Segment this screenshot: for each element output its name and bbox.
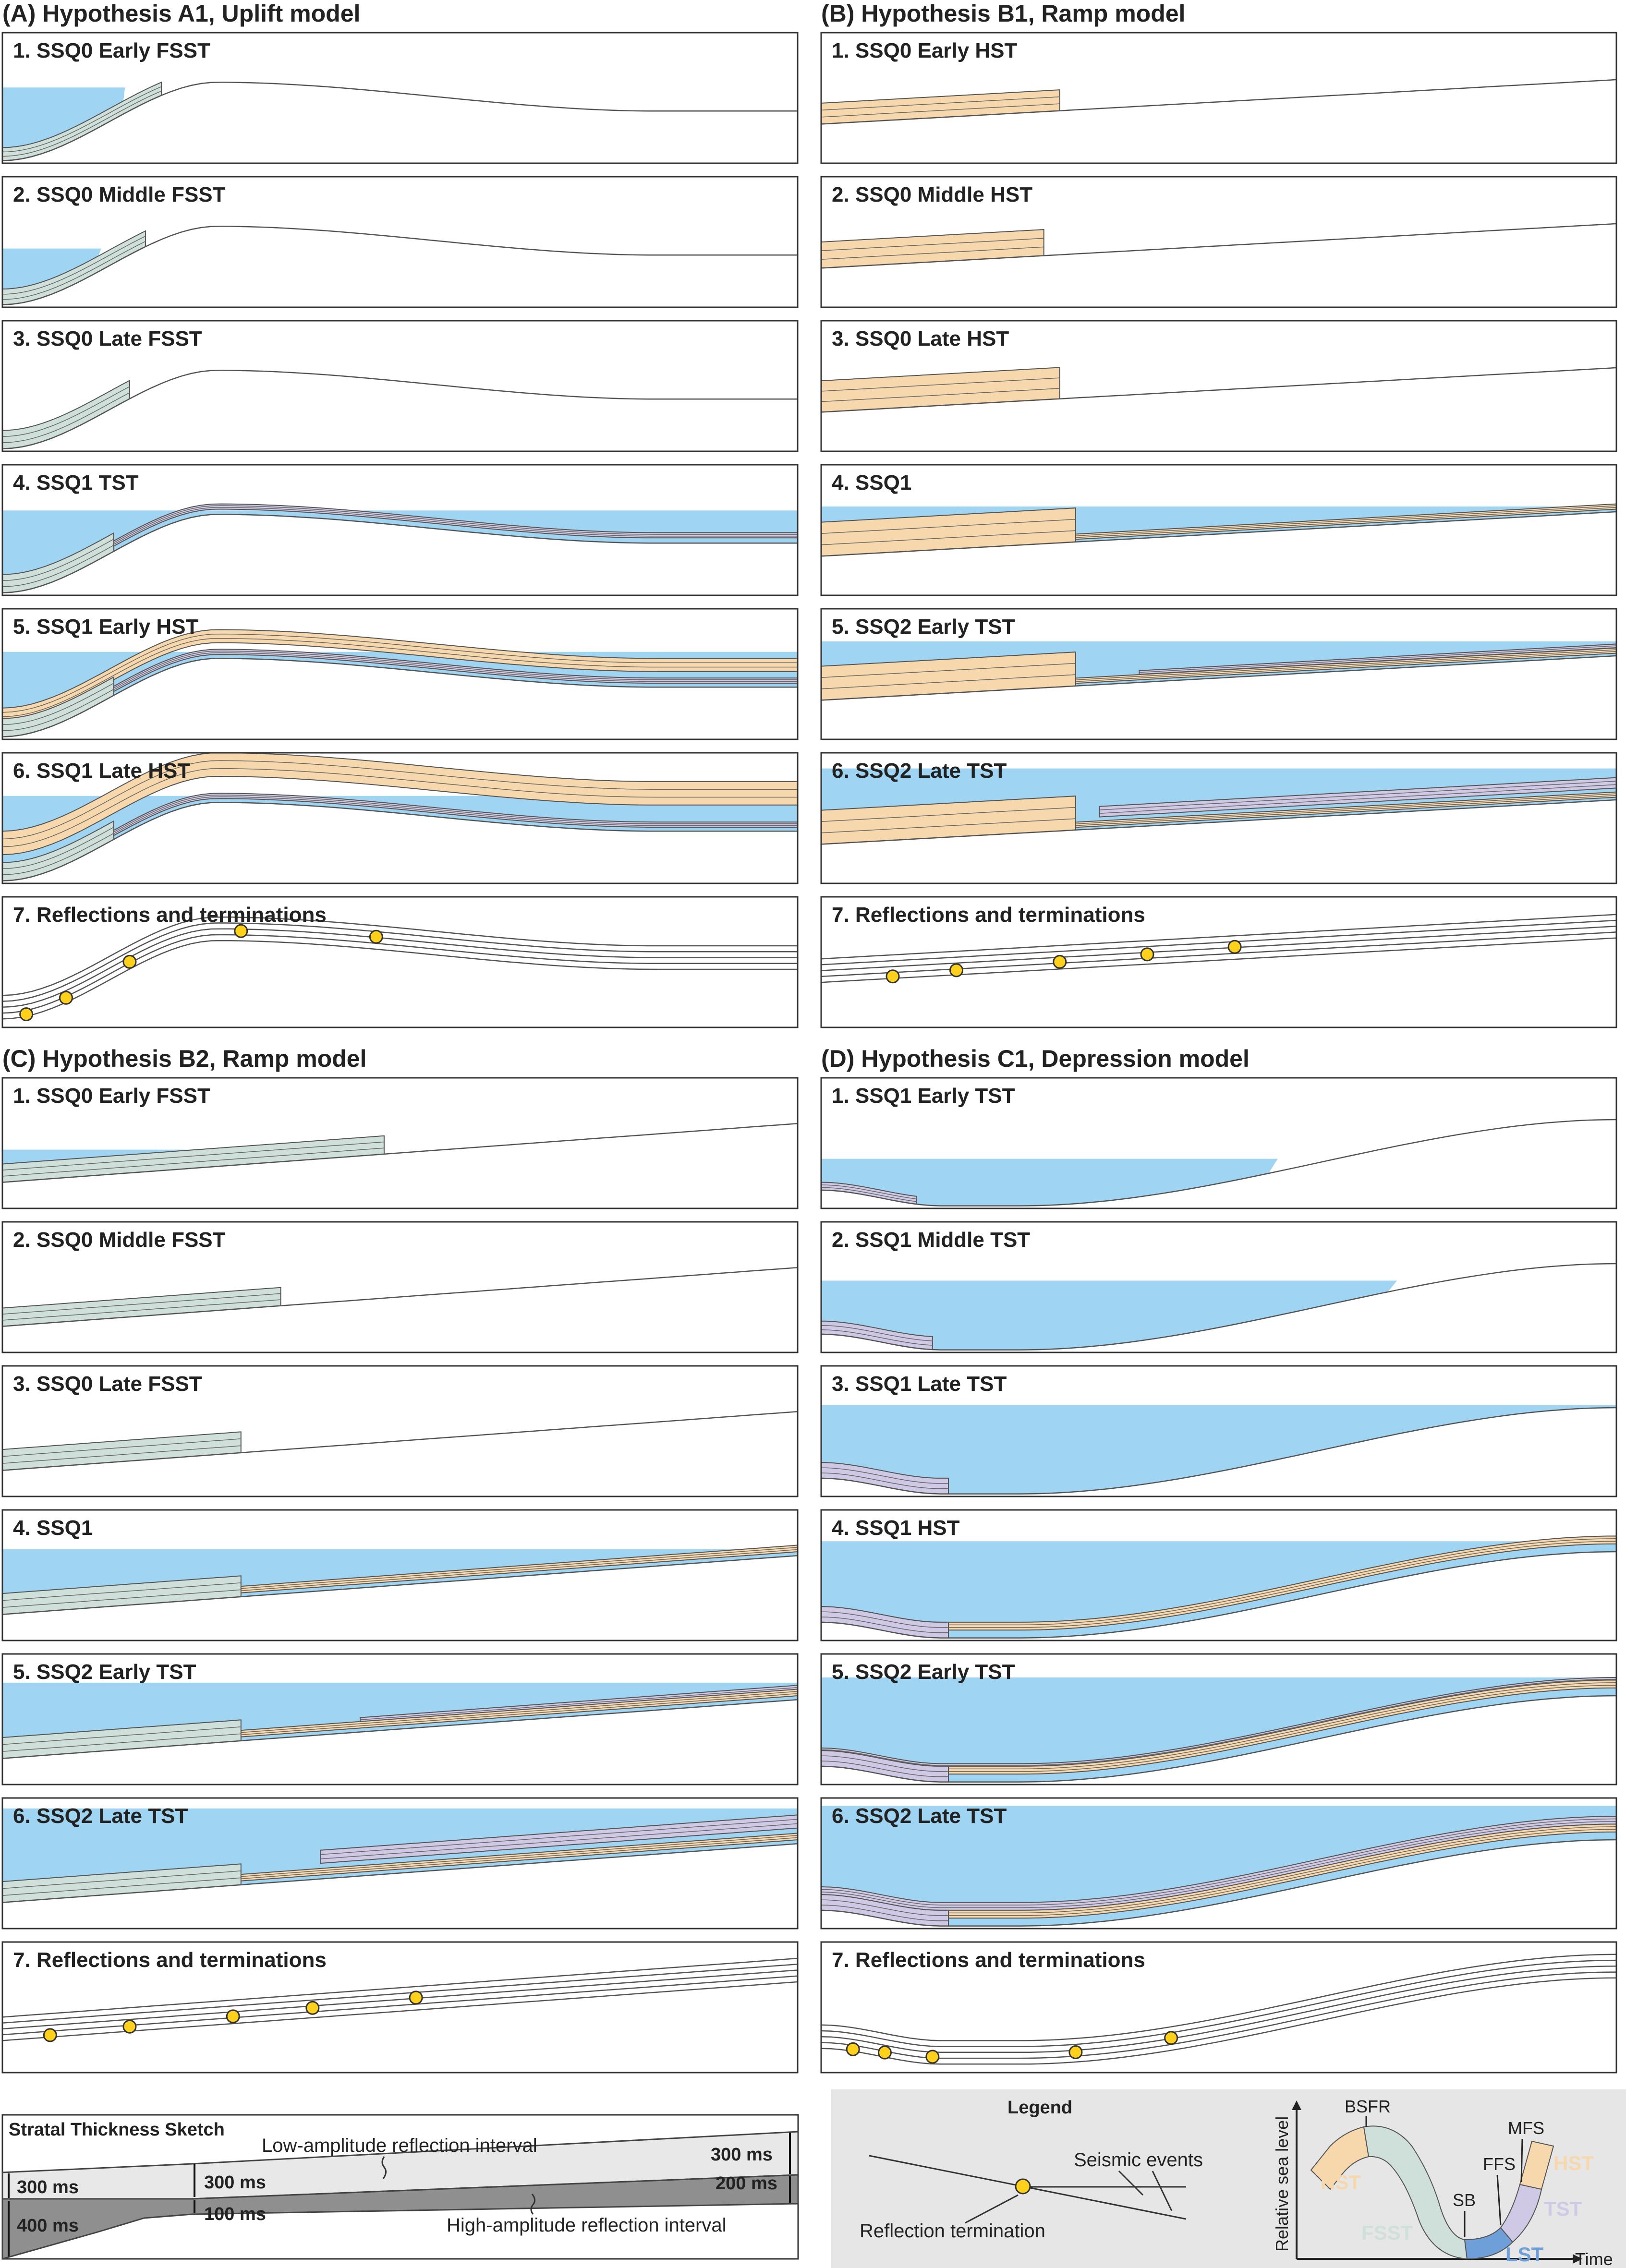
seismic-reflection — [821, 1978, 1616, 2064]
left-top-value: 300 ms — [17, 2177, 79, 2197]
panel-content — [2, 630, 798, 737]
panel-label: 1. SSQ0 Early FSST — [13, 39, 210, 62]
panel-label: 1. SSQ0 Early FSST — [13, 1084, 210, 1108]
legend-title: Legend — [1007, 2098, 1073, 2118]
reflection-termination-point — [926, 2051, 939, 2063]
stage-panel — [821, 1942, 1616, 2073]
stage-panel — [821, 897, 1616, 1027]
panel-label: 2. SSQ0 Middle FSST — [13, 183, 226, 206]
right-top-value: 300 ms — [711, 2145, 773, 2165]
reflection-termination-point — [227, 2010, 239, 2023]
hypothesis-section-4 — [821, 1045, 1616, 2073]
panel-label: 5. SSQ2 Early TST — [832, 1660, 1015, 1684]
reflection-termination-point — [306, 2002, 319, 2014]
hypothesis-sections — [2, 0, 1616, 2073]
ground-surface — [2, 226, 798, 304]
panel-label: 7. Reflections and terminations — [832, 1948, 1145, 1972]
stage-panel — [2, 1942, 798, 2073]
panel-content — [821, 367, 1616, 412]
panel-content — [2, 226, 798, 304]
hypothesis-section-3 — [2, 1045, 798, 2073]
sketch-title: Stratal Thickness Sketch — [9, 2120, 225, 2140]
panel-label: 4. SSQ1 — [832, 471, 912, 495]
panel-label: 3. SSQ0 Late FSST — [13, 327, 202, 350]
reflection-termination-point — [847, 2043, 859, 2055]
section-title: (A) Hypothesis A1, Uplift model — [2, 0, 361, 27]
reflection-termination-point — [370, 930, 382, 943]
panel-label: 3. SSQ0 Late FSST — [13, 1372, 202, 1396]
seismic-reflection — [2, 1964, 798, 2023]
panel-label: 6. SSQ2 Late TST — [832, 759, 1007, 783]
seismic-reflection — [821, 938, 1616, 983]
hypothesis-section-2 — [821, 0, 1616, 1027]
strata-layer — [821, 90, 1060, 124]
panel-label: 2. SSQ0 Middle HST — [832, 183, 1033, 206]
seismic-reflection — [2, 1982, 798, 2040]
stage-panel — [821, 1366, 1616, 1496]
reflection-termination-point — [1228, 941, 1241, 953]
seismic-reflection — [2, 1976, 798, 2035]
stage-panel — [2, 1078, 798, 1208]
seismic-reflection — [821, 1966, 1616, 2052]
reflection-termination-point — [44, 2029, 56, 2041]
curve-label-fsst: FSST — [1361, 2221, 1413, 2244]
panel-content — [2, 1267, 798, 1326]
mid-bottom-value: 100 ms — [204, 2204, 266, 2224]
panel-label: 1. SSQ1 Early TST — [832, 1084, 1015, 1108]
panel-content — [2, 1411, 798, 1470]
panel-content — [821, 641, 1616, 700]
mfs-label: MFS — [1508, 2118, 1544, 2138]
panel-content — [2, 370, 798, 448]
panel-content — [2, 82, 798, 160]
panel-label: 3. SSQ0 Late HST — [832, 327, 1009, 350]
mfs-pointer — [1521, 2139, 1522, 2182]
x-axis-label: Time — [1575, 2249, 1613, 2268]
strata-layer — [2, 1432, 241, 1470]
panel-label: 4. SSQ1 HST — [832, 1516, 960, 1540]
legend — [831, 2089, 1626, 2268]
stage-panel — [2, 465, 798, 595]
ground-surface — [2, 1267, 798, 1326]
reflection-termination-point — [1054, 955, 1066, 968]
panel-label: 4. SSQ1 — [13, 1516, 93, 1540]
panel-content — [2, 1683, 798, 1759]
panel-label: 2. SSQ0 Middle FSST — [13, 1228, 226, 1252]
reflection-termination-point — [123, 2020, 136, 2033]
high-amplitude-label: High-amplitude reflection interval — [447, 2215, 727, 2236]
mid-top-value: 300 ms — [204, 2172, 266, 2193]
stage-panel — [2, 177, 798, 307]
seismic-reflection — [821, 1972, 1616, 2059]
section-title: (B) Hypothesis B1, Ramp model — [821, 0, 1186, 27]
stage-panel — [2, 1222, 798, 1352]
termination-symbol — [1016, 2179, 1030, 2194]
stage-panel — [2, 321, 798, 451]
stage-panel — [821, 177, 1616, 307]
stratal-thickness-sketch — [2, 2115, 798, 2259]
reflection-termination-point — [235, 925, 247, 937]
panel-content — [821, 1536, 1616, 1638]
panel-label: 5. SSQ1 Early HST — [13, 615, 199, 639]
panel-content — [821, 1120, 1616, 1206]
panel-content — [2, 1545, 798, 1614]
stage-panel — [821, 1510, 1616, 1641]
stage-panel — [2, 753, 798, 883]
reflection-termination-point — [410, 1991, 422, 2004]
stage-panel — [821, 33, 1616, 163]
stage-panel — [2, 609, 798, 739]
curve-label-tst: TST — [1544, 2197, 1582, 2220]
curve-label-hst-right: HST — [1553, 2152, 1594, 2174]
panel-label: 5. SSQ2 Early TST — [832, 615, 1015, 639]
ffs-label: FFS — [1483, 2154, 1516, 2174]
stage-panel — [2, 33, 798, 163]
strata-layer — [2, 1288, 281, 1327]
panel-label: 7. Reflections and terminations — [13, 903, 327, 927]
y-axis-label: Relative sea level — [1272, 2116, 1292, 2252]
reflection-termination-point — [1069, 2046, 1082, 2059]
panel-content — [821, 1677, 1616, 1782]
water-body — [2, 510, 798, 592]
stage-panel — [2, 1510, 798, 1641]
stage-panel — [821, 753, 1616, 883]
panel-label: 2. SSQ1 Middle TST — [832, 1228, 1031, 1252]
stage-panel — [821, 609, 1616, 739]
stage-panel — [2, 1654, 798, 1785]
panel-content — [2, 504, 798, 593]
panel-content — [821, 1405, 1616, 1494]
panel-content — [821, 504, 1616, 556]
stage-panel — [2, 1798, 798, 1929]
stage-panel — [821, 1798, 1616, 1929]
panel-content — [2, 1123, 798, 1182]
curve-label-hst-left: HST — [1321, 2171, 1361, 2194]
stage-panel — [821, 1078, 1616, 1208]
section-title: (C) Hypothesis B2, Ramp model — [2, 1045, 367, 1072]
reflection-termination-point — [1141, 948, 1153, 961]
stage-panel — [821, 465, 1616, 595]
ground-surface — [2, 370, 798, 448]
seismic-reflection — [821, 926, 1616, 971]
stage-panel — [821, 321, 1616, 451]
panel-label: 6. SSQ2 Late TST — [832, 1804, 1007, 1828]
seismic-reflection — [2, 1970, 798, 2029]
section-title: (D) Hypothesis C1, Depression model — [821, 1045, 1250, 1072]
seismic-reflection — [2, 941, 798, 1019]
strata-layer — [2, 381, 130, 449]
reflection-termination-point — [878, 2046, 891, 2059]
panel-label: 3. SSQ1 Late TST — [832, 1372, 1007, 1396]
seismic-reflection — [821, 920, 1616, 965]
panel-label: 7. Reflections and terminations — [832, 903, 1145, 927]
seismic-reflection — [821, 1960, 1616, 2047]
panel-label: 6. SSQ1 Late HST — [13, 759, 191, 783]
hypothesis-section-1 — [2, 0, 798, 1027]
stage-panel — [2, 1366, 798, 1496]
bsfr-label: BSFR — [1345, 2097, 1391, 2116]
stage-panel — [821, 1654, 1616, 1785]
reflection-termination-point — [20, 1008, 33, 1021]
left-bottom-value: 400 ms — [17, 2216, 79, 2236]
low-amplitude-label: Low-amplitude reflection interval — [262, 2135, 537, 2156]
panel-label: 7. Reflections and terminations — [13, 1948, 327, 1972]
reflection-termination-point — [886, 970, 899, 983]
right-bottom-value: 200 ms — [716, 2173, 777, 2194]
curve-label-lst: LST — [1505, 2243, 1544, 2266]
reflection-termination-point — [950, 964, 963, 977]
sb-label: SB — [1453, 2190, 1476, 2210]
panel-label: 5. SSQ2 Early TST — [13, 1660, 196, 1684]
panel-label: 4. SSQ1 TST — [13, 471, 139, 495]
reflection-termination-label: Reflection termination — [860, 2220, 1045, 2242]
panel-content — [821, 80, 1616, 124]
reflection-termination-point — [123, 955, 136, 968]
seismic-events-label: Seismic events — [1074, 2149, 1203, 2171]
stage-panel — [2, 897, 798, 1027]
panel-content — [821, 1264, 1616, 1350]
reflection-termination-point — [1165, 2032, 1177, 2044]
panel-content — [2, 917, 798, 1020]
stage-panel — [821, 1222, 1616, 1352]
seismic-reflection — [821, 932, 1616, 977]
panel-content — [821, 224, 1616, 268]
panel-label: 1. SSQ0 Early HST — [832, 39, 1018, 62]
panel-label: 6. SSQ2 Late TST — [13, 1804, 188, 1828]
reflection-termination-point — [60, 991, 72, 1004]
